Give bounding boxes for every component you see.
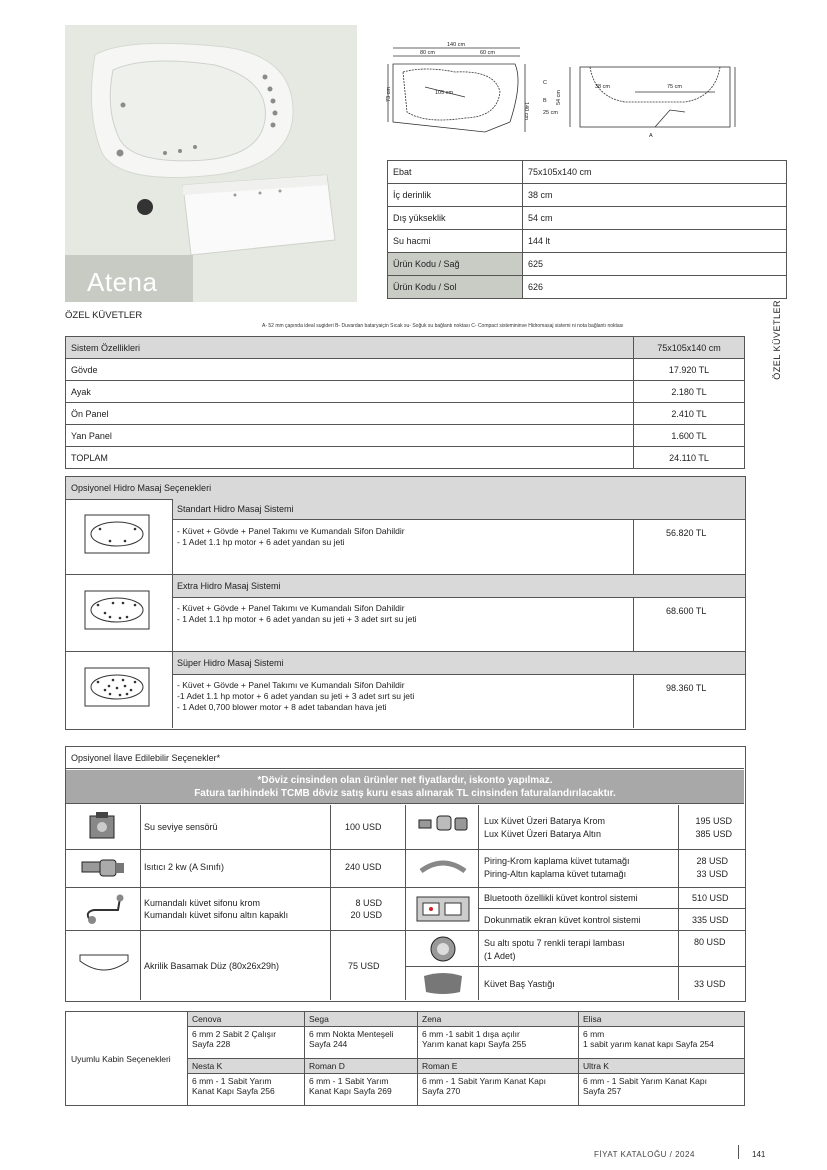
dim-d2: 25 cm [543,110,558,116]
handle-icon [417,855,469,881]
hydro-price-standard: 56.820 TL [633,520,744,574]
cabin-name: Cenova [188,1012,305,1027]
footer-catalog: FİYAT KATALOĞU / 2024 [594,1150,695,1159]
extra-spotlight-label: Su altı spotu 7 renkli terapi lambası (1 Adet) [484,938,625,961]
cabin-desc: 6 mm 2 Sabit 2 Çalışır Sayfa 228 [188,1027,305,1059]
extra-pillow-price: 33 USD [694,979,726,989]
cabin-table [65,1011,745,1106]
hydro-thumb-extra [65,575,172,651]
dim-d: 140 cm [523,102,529,121]
extra-step-price: 75 USD [348,961,380,971]
product-name: Atena [87,267,158,297]
currency-notice: *Döviz cinsinden olan ürünler net fiyatlardır, iskonto yapılmaz. Fatura tarihindeki TCMB döviz satış kuru esas alınarak TL cinsinden faturalandırılacaktır. [66,770,744,804]
step-icon [76,945,132,985]
dim-total: 140 cm [447,42,466,48]
dim-len: 105 cm [435,90,454,96]
hydro-desc-standard: - Küvet + Gövde + Panel Takımı ve Kumandalı Sifon Dahildir - 1 Adet 1.1 hp motor + 6 adet yandan su jeti [177,526,405,547]
control-panel-icon [415,893,471,925]
hydro-price-extra: 68.600 TL [633,598,744,651]
cabin-name: Zena [418,1012,579,1027]
dim-b: 60 cm [480,50,495,56]
extra-touchscreen-price: 335 USD [692,915,729,925]
cabin-name: Sega [305,1012,418,1027]
extra-spotlight-price: 80 USD [694,937,726,947]
extra-step-label: Akrilik Basamak Düz (80x26x29h) [144,961,280,971]
dim-c: 54 cm [556,90,562,105]
hydro-thumb-standard [65,499,172,574]
cabin-desc: 6 mm - 1 Sabit Yarım Kanat Kapı Sayfa 270 [418,1074,579,1106]
extra-drain-price: 8 USD 20 USD [350,898,382,920]
extra-drain-label: Kumandalı küvet sifonu krom Kumandalı küvet sifonu altın kapaklı [144,898,289,920]
cabin-title: Uyumlu Kabin Seçenekleri [66,1012,188,1106]
side-label: ÖZEL KÜVETLER [772,300,782,380]
price-table: Sistem Özellikleri 75x105x140 cm Gövde 17.920 TL Ayak 2.180 TL Ön Panel 2.410 TL Yan Panel 1.600 TL TOPLAM 24.110 TL [65,336,745,469]
cabin-desc: 6 mm - 1 Sabit Yarım Kanat Kapı Sayfa 256 [188,1074,305,1106]
extra-bluetooth-label: Bluetooth özellikli küvet kontrol sistemi [484,893,638,903]
extra-level-sensor-label: Su seviye sensörü [144,822,218,832]
pillow-icon [420,970,466,996]
dim-e: 38 cm [595,84,610,90]
extra-heater-price: 240 USD [345,862,382,872]
extra-touchscreen-label: Dokunmatik ekran küvet kontrol sistemi [484,915,641,925]
cabin-name: Roman D [305,1059,418,1074]
spec-table: Ebat 75x105x140 cm İç derinlik 38 cm Dış yükseklik 54 cm Su hacmi 144 lt Ürün Kodu / Sağ 625 Ürün Kodu / Sol 626 [387,160,787,299]
cabin-name: Elisa [579,1012,745,1027]
dim-a: 80 cm [420,50,435,56]
cabin-name: Nesta K [188,1059,305,1074]
section-title: ÖZEL KÜVETLER [65,310,143,321]
extra-faucet-price: 195 USD 385 USD [695,816,732,839]
heater-icon [78,852,128,884]
product-name-box [65,255,193,302]
hydro-desc-extra: - Küvet + Gövde + Panel Takımı ve Kumandalı Sifon Dahildir - 1 Adet 1.1 hp motor + 6 adet yandan su jeti + 3 adet sırt su jeti [177,603,417,624]
hydro-desc-super: - Küvet + Gövde + Panel Takımı ve Kumandalı Sifon Dahildir -1 Adet 1.1 hp motor + 6 adet yandan su jeti + 3 adet sırt su jeti - 1 Adet 0,700 blower motor + 8 adet tabandan hava jeti [177,680,415,712]
hydro-name-super: Süper Hidro Masaj Sistemi [173,652,745,675]
hydro-title: Opsiyonel Hidro Masaj Seçenekleri [66,477,745,500]
label-b: B [543,98,547,104]
footnote: A- 52 mm çapında ideal sugideri B- Duvardan bataryaiçin Sıcak su- Soğuk su bağlantı noktası C- Compact sistemininve Hidromasaj sistemi ni nota bağlantı noktası [262,323,624,329]
dim-side: 75 cm [667,84,682,90]
hydro-price-super: 98.360 TL [633,675,744,728]
cabin-desc: 6 mm - 1 Sabit Yarım Kanat Kapı Sayfa 257 [579,1074,745,1106]
technical-drawing [385,42,750,142]
extra-handle-price: 28 USD 33 USD [696,856,728,879]
spotlight-icon [425,934,461,964]
warranty-seal [137,199,153,215]
cabin-desc: 6 mm - 1 Sabit Yarım Kanat Kapı Sayfa 269 [305,1074,418,1106]
drain-icon [80,892,130,926]
hydro-name-extra: Extra Hidro Masaj Sistemi [173,575,745,598]
cabin-name: Roman E [418,1059,579,1074]
level-sensor-icon [82,810,122,844]
extra-pillow-label: Küvet Baş Yastığı [484,979,555,989]
cabin-name: Ultra K [579,1059,745,1074]
extra-level-sensor-price: 100 USD [345,822,382,832]
extra-bluetooth-price: 510 USD [692,893,729,903]
dim-h: 73 cm [386,87,392,102]
cabin-desc: 6 mm Nokta Menteşeli Sayfa 244 [305,1027,418,1059]
extra-handle-label: Piring-Krom kaplama küvet tutamağı Piring-Altın kaplama küvet tutamağı [484,856,630,879]
extra-faucet-label: Lux Küvet Üzeri Batarya Krom Lux Küvet Üzeri Batarya Altın [484,816,606,839]
extras-title: Opsiyonel İlave Edilebilir Seçenekler* [66,747,744,769]
page-number: 141 [752,1150,766,1159]
cabin-desc: 6 mm 1 sabit yarım kanat kapı Sayfa 254 [579,1027,745,1059]
faucet-icon [415,812,471,842]
cabin-desc: 6 mm -1 sabit 1 dışa açılır Yarım kanat kapı Sayfa 255 [418,1027,579,1059]
hydro-name-standard: Standart Hidro Masaj Sistemi [173,499,745,520]
label-a: A [649,133,653,139]
extra-heater-label: Isıtıcı 2 kw (A Sınıfı) [144,862,225,872]
label-c: C [543,80,547,86]
hydro-thumb-super [65,652,172,728]
